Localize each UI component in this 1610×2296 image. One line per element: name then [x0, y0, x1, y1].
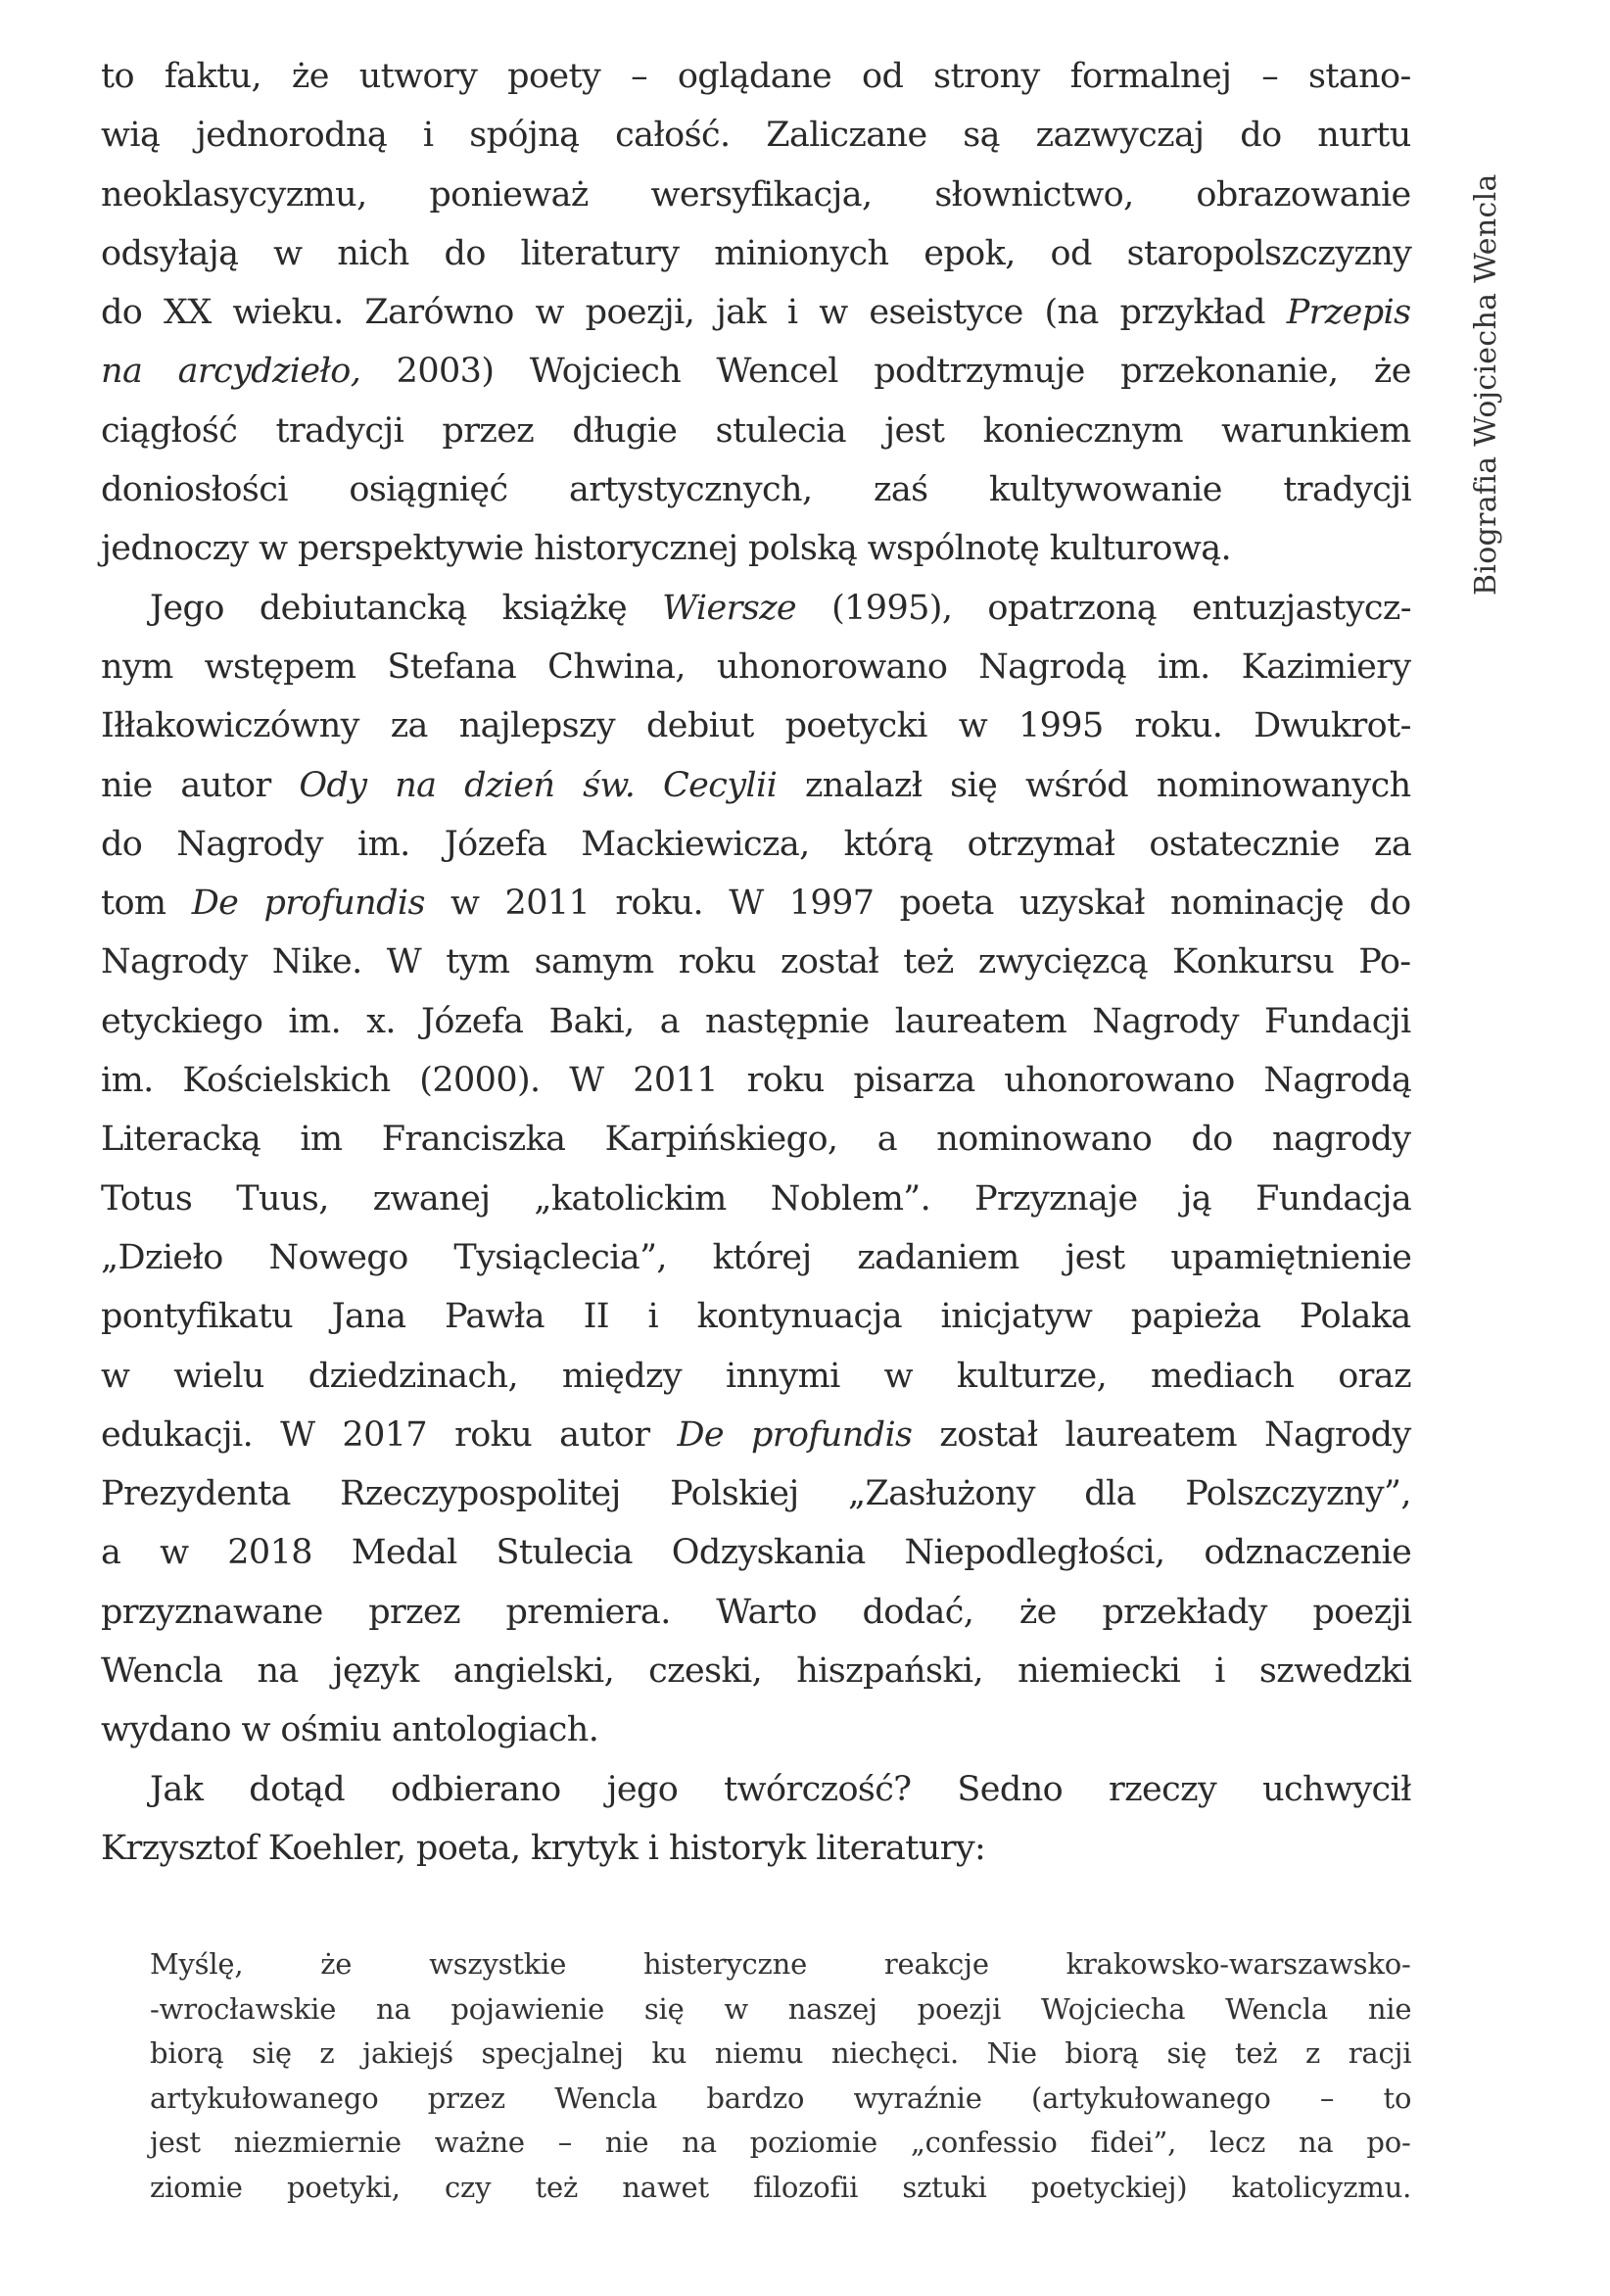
text-line: doniosłości osiągnięć artystycznych, zaś kultywowanie tradycji	[101, 470, 1412, 510]
quote-line: jest niezmiernie ważne – nie na poziomie „confessio fidei”, lecz na po-	[150, 2126, 1411, 2159]
running-head: Biografia Wojciecha Wencla	[1469, 173, 1503, 596]
text-line: Jego debiutancką książkę Wiersze (1995), opatrzoną entuzjastycz-	[150, 588, 1411, 628]
paragraph-3	[101, 1760, 1411, 1879]
text-line: Krzysztof Koehler, poeta, krytyk i historyk literatury:	[101, 1828, 986, 1868]
text-line: Iłłakowiczówny za najlepszy debiut poetycki w 1995 roku. Dwukrot-	[101, 706, 1411, 746]
paragraph-2	[101, 579, 1411, 1760]
book-title: na arcydzieło,	[101, 352, 361, 392]
text-line: w wielu dziedzinach, między innymi w kulturze, mediach oraz	[101, 1356, 1411, 1396]
body-text	[101, 47, 1411, 1878]
text-line: Wencla na język angielski, czeski, hiszpański, niemiecki i szwedzki	[101, 1651, 1412, 1692]
text-line: Jak dotąd odbierano jego twórczość? Sedno rzeczy uchwycił	[150, 1769, 1411, 1809]
text-line: to faktu, że utwory poety – oglądane od strony formalnej – stano-	[101, 57, 1411, 96]
text-line: nie autor Ody na dzień św. Cecylii znalazł się wśród nominowanych	[101, 765, 1411, 805]
quote-line: biorą się z jakiejś specjalnej ku niemu niechęci. Nie biorą się też z racji	[150, 2036, 1412, 2070]
quote-line: -wrocławskie na pojawienie się w naszej poezji Wojciecha Wencla nie	[150, 1991, 1412, 2026]
text-line: a w 2018 Medal Stulecia Odzyskania Niepodległości, odznaczenie	[101, 1533, 1412, 1573]
text-line: neoklasycyzmu, ponieważ wersyfikacja, słownictwo, obrazowanie	[101, 174, 1411, 215]
text-line: do XX wieku. Zarówno w poezji, jak i w eseistyce (na przykład Przepis	[101, 293, 1411, 333]
text-line: wydano w ośmiu antologiach.	[101, 1710, 599, 1750]
paragraph-1	[101, 47, 1411, 579]
book-title: De profundis	[677, 1414, 913, 1455]
text-line: Totus Tuus, zwanej „katolickim Noblem”. Przyznaje ją Fundacja	[101, 1178, 1412, 1219]
quote-line: Myślę, że wszystkie histeryczne reakcje krakowsko-warszawsko-	[150, 1947, 1411, 1981]
text-line: im. Kościelskich (2000). W 2011 roku pisarza uhonorowano Nagrodą	[101, 1061, 1412, 1101]
book-title: Ody na dzień św. Cecylii	[299, 765, 778, 805]
text-line: etyckiego im. x. Józefa Baki, a następnie laureatem Nagrody Fundacji	[101, 1001, 1411, 1041]
text-line: Literacką im Franciszka Karpińskiego, a nominowano do nagrody	[101, 1120, 1411, 1160]
text-line: odsyłają w nich do literatury minionych epok, od staropolszczyzny	[101, 233, 1412, 273]
text-line: „Dzieło Nowego Tysiąclecia”, której zadaniem jest upamiętnienie	[101, 1237, 1412, 1277]
book-title: Przepis	[1286, 293, 1411, 333]
text-line: jednoczy w perspektywie historycznej polską wspólnotę kulturową.	[101, 529, 1232, 569]
text-line: wią jednorodną i spójną całość. Zaliczane są zazwyczaj do nurtu	[101, 116, 1411, 156]
text-line: Prezydenta Rzeczypospolitej Polskiej „Zasłużony dla Polszczyzny”,	[101, 1474, 1411, 1514]
book-title: Wiersze	[662, 588, 797, 628]
text-line: ciągłość tradycji przez długie stulecia jest koniecznym warunkiem	[101, 410, 1411, 451]
text-line: pontyfikatu Jana Pawła II i kontynuacja inicjatyw papieża Polaka	[101, 1297, 1411, 1337]
quote-line: ziomie poetyki, czy też nawet filozofii sztuki poetyckiej) katolicyzmu.	[150, 2170, 1412, 2204]
text-line: nym wstępem Stefana Chwina, uhonorowano Nagrodą im. Kazimiery	[101, 646, 1411, 687]
quote-line: artykułowanego przez Wencla bardzo wyraźnie (artykułowanego – to	[150, 2081, 1412, 2115]
block-quote	[150, 1942, 1411, 2210]
text-line: do Nagrody im. Józefa Mackiewicza, którą otrzymał ostatecznie za	[101, 824, 1412, 864]
book-title: De profundis	[191, 884, 425, 924]
text-line: Nagrody Nike. W tym samym roku został też zwycięzcą Konkursu Po-	[101, 942, 1411, 982]
text-line: tom De profundis w 2011 roku. W 1997 poeta uzyskał nominację do	[101, 884, 1411, 924]
text-line: przyznawane przez premiera. Warto dodać, że przekłady poezji	[101, 1592, 1412, 1632]
text-line: edukacji. W 2017 roku autor De profundis został laureatem Nagrody	[101, 1414, 1411, 1455]
text-line: na arcydzieło, 2003) Wojciech Wencel podtrzymuje przekonanie, że	[101, 352, 1411, 392]
